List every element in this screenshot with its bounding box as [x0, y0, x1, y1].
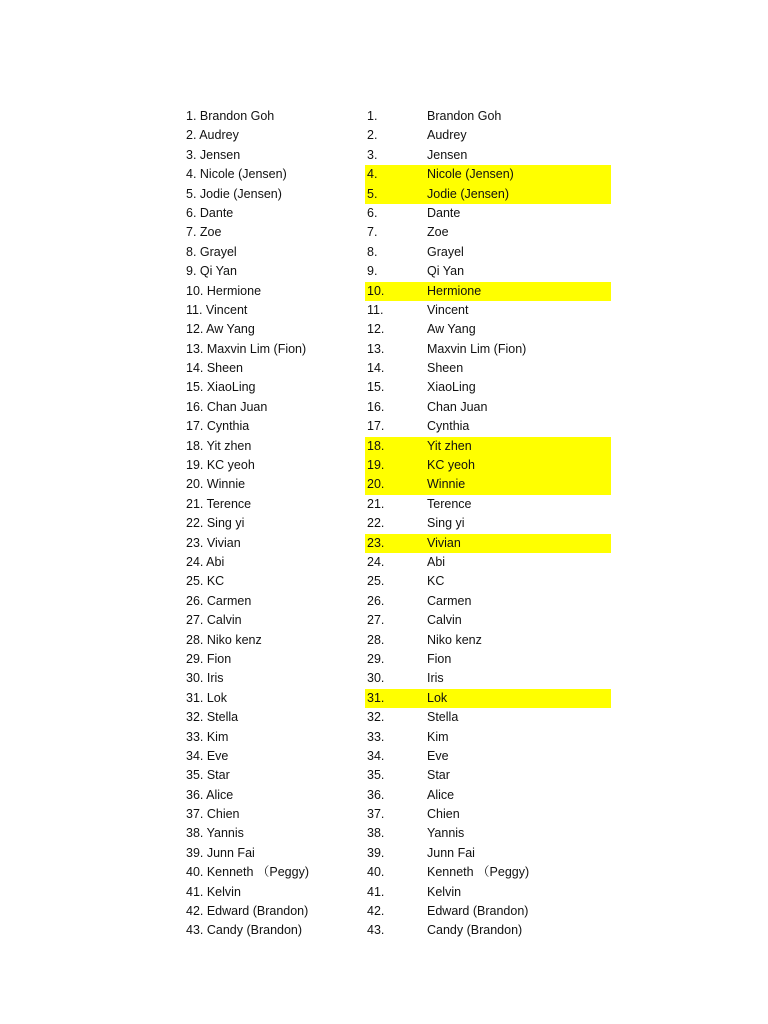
item-number: 37.: [367, 807, 385, 822]
item-number: 6.: [367, 205, 378, 220]
list-item: 21. Terence: [186, 496, 252, 511]
list-item: [365, 204, 611, 223]
list-item: [365, 514, 611, 533]
item-number: 5.: [367, 186, 378, 201]
item-name: Abi: [427, 554, 446, 569]
list-item: 39. Junn Fai: [186, 845, 255, 860]
item-name: Maxvin Lim (Fion): [427, 341, 527, 356]
item-name: Winnie: [427, 477, 466, 492]
list-item: 29. Fion: [186, 651, 232, 666]
list-item: 10. Hermione: [186, 283, 262, 298]
item-name: Kenneth （Peggy): [427, 865, 530, 880]
highlighted-list-item: [365, 456, 611, 475]
list-item: 27. Calvin: [186, 613, 242, 628]
item-name: Audrey: [427, 128, 467, 143]
item-number: 34.: [367, 748, 385, 763]
list-item: 16. Chan Juan: [186, 399, 268, 414]
list-item: 34. Eve: [186, 748, 229, 763]
item-number: 38.: [367, 826, 385, 841]
item-number: 33.: [367, 729, 385, 744]
highlighted-list-item: [365, 185, 611, 204]
item-number: 24.: [367, 554, 385, 569]
item-number: 10.: [367, 283, 385, 298]
list-item: 41. Kelvin: [186, 884, 241, 899]
list-item: [365, 766, 611, 785]
list-item: 33. Kim: [186, 729, 229, 744]
list-item: [365, 146, 611, 165]
item-number: 31.: [367, 690, 385, 705]
list-item: 31. Lok: [186, 690, 228, 705]
list-item: [365, 921, 611, 940]
item-number: 13.: [367, 341, 385, 356]
item-number: 32.: [367, 710, 385, 725]
item-number: 36.: [367, 787, 385, 802]
item-number: 8.: [367, 244, 378, 259]
list-item: 2. Audrey: [186, 128, 239, 143]
list-item: [365, 747, 611, 766]
item-name: Fion: [427, 651, 452, 666]
item-name: Carmen: [427, 593, 472, 608]
highlighted-numbered-list: [365, 107, 611, 941]
item-name: Sing yi: [427, 516, 465, 531]
list-item: [365, 107, 611, 126]
list-item: 22. Sing yi: [186, 516, 245, 531]
list-item: [365, 805, 611, 824]
item-number: 7.: [367, 225, 378, 240]
list-item: [365, 592, 611, 611]
list-item: 18. Yit zhen: [186, 438, 252, 453]
item-number: 1.: [367, 109, 378, 123]
list-item: 23. Vivian: [186, 535, 241, 550]
list-item: [365, 883, 611, 902]
item-number: 21.: [367, 496, 385, 511]
item-name: Alice: [427, 787, 455, 802]
item-number: 18.: [367, 438, 385, 453]
list-item: [365, 708, 611, 727]
list-item: 19. KC yeoh: [186, 458, 255, 473]
list-item: 11. Vincent: [186, 302, 248, 317]
item-number: 30.: [367, 671, 385, 686]
item-name: Kelvin: [427, 884, 462, 899]
item-name: Sheen: [427, 361, 464, 376]
list-item: 37. Chien: [186, 807, 240, 822]
item-number: 26.: [367, 593, 385, 608]
list-item: 43. Candy (Brandon): [186, 923, 303, 938]
item-number: 2.: [367, 128, 378, 143]
list-item: 12. Aw Yang: [186, 322, 255, 337]
list-item: 20. Winnie: [186, 477, 246, 492]
item-number: 40.: [367, 865, 385, 880]
item-number: 14.: [367, 361, 385, 376]
list-item: [365, 902, 611, 921]
list-item: 26. Carmen: [186, 593, 252, 608]
item-name: Vivian: [427, 535, 461, 550]
item-number: 35.: [367, 768, 385, 783]
highlighted-list-item: [365, 534, 611, 553]
item-name: Chien: [427, 807, 460, 822]
list-item: 38. Yannis: [186, 826, 244, 841]
list-item: 32. Stella: [186, 710, 239, 725]
item-name: Calvin: [427, 613, 462, 628]
item-number: 29.: [367, 651, 385, 666]
item-name: Yit zhen: [427, 438, 472, 453]
list-item: 8. Grayel: [186, 244, 237, 259]
list-item: [365, 669, 611, 688]
list-item: [365, 572, 611, 591]
list-item: [365, 262, 611, 281]
item-name: Hermione: [427, 283, 482, 298]
list-item: [365, 611, 611, 630]
list-item: 14. Sheen: [186, 361, 243, 376]
item-number: 16.: [367, 399, 385, 414]
list-item: 7. Zoe: [186, 225, 222, 240]
item-number: 9.: [367, 264, 378, 279]
list-item: [365, 650, 611, 669]
item-name: Edward (Brandon): [427, 904, 529, 919]
list-item: 36. Alice: [186, 787, 234, 802]
list-item: 35. Star: [186, 768, 230, 783]
item-number: 27.: [367, 613, 385, 628]
item-number: 12.: [367, 322, 385, 337]
highlighted-list-item: [365, 437, 611, 456]
item-name: Candy (Brandon): [427, 923, 523, 938]
list-item: 25. KC: [186, 574, 225, 589]
item-name: Yannis: [427, 826, 465, 841]
highlighted-list-item: [365, 165, 611, 184]
item-name: Brandon Goh: [427, 109, 502, 123]
list-item: 40. Kenneth （Peggy): [186, 865, 309, 880]
list-item: 42. Edward (Brandon): [186, 904, 309, 919]
item-number: 11.: [367, 302, 384, 317]
item-number: 4.: [367, 167, 378, 182]
item-number: 25.: [367, 574, 385, 589]
list-item: 24. Abi: [186, 554, 225, 569]
list-item: 17. Cynthia: [186, 419, 250, 434]
item-name: Jensen: [427, 147, 468, 162]
list-item: [365, 728, 611, 747]
highlighted-list-item: [365, 475, 611, 494]
list-item: [365, 417, 611, 436]
list-item: [365, 863, 611, 882]
item-name: Zoe: [427, 225, 449, 240]
item-number: 41.: [367, 884, 385, 899]
item-name: Nicole (Jensen): [427, 167, 514, 182]
item-number: 39.: [367, 845, 385, 860]
list-item: [365, 243, 611, 262]
list-item: 13. Maxvin Lim (Fion): [186, 341, 307, 356]
list-item: 3. Jensen: [186, 147, 241, 162]
list-item: 1. Brandon Goh: [186, 109, 275, 123]
list-item: [365, 378, 611, 397]
item-name: Kim: [427, 729, 449, 744]
item-name: Stella: [427, 710, 459, 725]
list-item: [365, 223, 611, 242]
item-number: 19.: [367, 458, 385, 473]
item-number: 15.: [367, 380, 385, 395]
item-name: Dante: [427, 205, 461, 220]
item-name: XiaoLing: [427, 380, 476, 395]
item-number: 23.: [367, 535, 385, 550]
item-name: Junn Fai: [427, 845, 475, 860]
item-name: Jodie (Jensen): [427, 186, 509, 201]
plain-numbered-list: [186, 107, 356, 941]
list-item: 30. Iris: [186, 671, 224, 686]
list-item: [365, 553, 611, 572]
item-name: Iris: [427, 671, 444, 686]
list-item: [365, 398, 611, 417]
list-item: [365, 340, 611, 359]
item-name: Niko kenz: [427, 632, 482, 647]
item-number: 42.: [367, 904, 385, 919]
item-number: 43.: [367, 923, 385, 938]
item-number: 3.: [367, 147, 378, 162]
list-item: 9. Qi Yan: [186, 264, 237, 279]
list-item: [365, 301, 611, 320]
item-name: Cynthia: [427, 419, 470, 434]
list-item: [365, 786, 611, 805]
item-number: 28.: [367, 632, 385, 647]
item-name: Aw Yang: [427, 322, 476, 337]
list-item: 28. Niko kenz: [186, 632, 262, 647]
item-name: Lok: [427, 690, 448, 705]
list-item: [365, 631, 611, 650]
list-item: [365, 824, 611, 843]
item-name: Grayel: [427, 244, 464, 259]
highlighted-list-item: [365, 282, 611, 301]
item-name: Star: [427, 768, 450, 783]
item-name: Eve: [427, 748, 449, 763]
list-item: 15. XiaoLing: [186, 380, 256, 395]
list-item: [365, 359, 611, 378]
item-name: Terence: [427, 496, 472, 511]
item-name: Chan Juan: [427, 399, 488, 414]
item-name: Qi Yan: [427, 264, 465, 279]
list-item: 6. Dante: [186, 205, 234, 220]
list-item: [365, 320, 611, 339]
item-name: Vincent: [427, 302, 469, 317]
list-item: [365, 495, 611, 514]
item-name: KC yeoh: [427, 458, 475, 473]
list-item: [365, 126, 611, 145]
list-item: [365, 844, 611, 863]
highlighted-list-item: [365, 689, 611, 708]
item-number: 17.: [367, 419, 385, 434]
list-item: 5. Jodie (Jensen): [186, 186, 282, 201]
item-name: KC: [427, 574, 445, 589]
item-number: 20.: [367, 477, 385, 492]
item-number: 22.: [367, 516, 385, 531]
list-item: 4. Nicole (Jensen): [186, 167, 287, 182]
